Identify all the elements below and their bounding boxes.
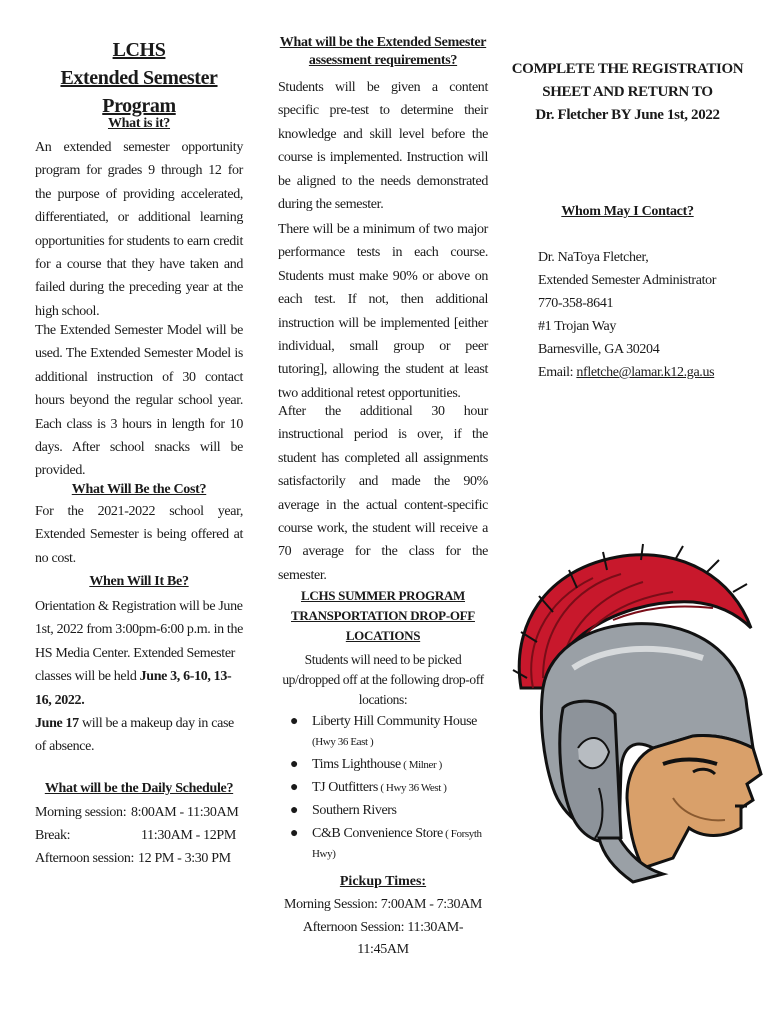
drop-off-locations xyxy=(286,712,496,867)
when-text-a: Orientation & Registration will be June 1st, 2022 from 3:00pm-6:00 p.m. in the HS Media Center. Extended Semester classes will be held xyxy=(35,599,243,685)
title-line-1: LCHS xyxy=(112,39,166,61)
drop-off-intro: Students will need to be picked up/dropped off at the following drop-off locations: xyxy=(282,652,484,707)
location-note: ( Forsyth Hwy) xyxy=(312,828,482,860)
trojan-helmet-mascot-icon xyxy=(503,538,765,884)
contact-email-row xyxy=(538,361,748,384)
drop-heading-line-1: LCHS SUMMER PROGRAM xyxy=(300,588,466,603)
list-item xyxy=(286,712,496,752)
list-item xyxy=(286,801,496,821)
location-name: Tims Lighthouse xyxy=(312,757,401,772)
location-note: (Hwy 36 East ) xyxy=(312,736,374,748)
schedule-heading: What will be the Daily Schedule? xyxy=(44,781,234,796)
schedule-label: Morning session: xyxy=(35,805,127,820)
location-note: ( Milner ) xyxy=(400,759,442,771)
drop-heading-line-3: LOCATIONS xyxy=(345,628,421,643)
what-is-it-text: An extended semester opportunity program for grades 9 through 12 for the purpose of providing accelerated, differentiated, or additional learning opportunities for students to earn credit for a course that they have taken and failed during the preceding year at the high school. xyxy=(35,140,243,319)
contact-info xyxy=(538,246,748,384)
after-text: After the additional 30 hour instructional period is over, if the student has completed all assignments satisfactorily and made the 90% average in the actual content-specific course work, the student will receive a 70 average for the class for the semester. xyxy=(278,404,488,583)
registration-notice xyxy=(510,58,745,127)
schedule-time: 8:00AM - 11:30AM xyxy=(131,805,239,820)
list-item xyxy=(286,778,496,798)
pickup-afternoon: Afternoon Session: 11:30AM-11:45AM xyxy=(302,920,464,957)
program-title xyxy=(35,36,243,120)
cost-heading: What Will Be the Cost? xyxy=(71,482,207,497)
title-line-2: Extended Semester Program xyxy=(60,67,218,117)
schedule-time: 12 PM - 3:30 PM xyxy=(138,851,231,866)
location-note: ( Hwy 36 West ) xyxy=(377,782,447,794)
reg-line-3: Dr. Fletcher BY June 1st, 2022 xyxy=(535,107,720,123)
location-name: TJ Outfitters xyxy=(312,780,378,795)
pickup-heading: Pickup Times: xyxy=(339,874,427,889)
location-name: C&B Convenience Store xyxy=(312,826,443,841)
bullet-icon: ● xyxy=(290,714,299,729)
list-item xyxy=(286,755,496,775)
schedule-label: Break: xyxy=(35,828,71,843)
schedule-row-morning xyxy=(35,801,239,824)
contact-phone: 770-358-8641 xyxy=(538,296,614,311)
when-text-d: will be a makeup day in case of absence. xyxy=(35,716,234,755)
what-is-it-heading: What is it? xyxy=(107,116,171,131)
location-name: Liberty Hill Community House xyxy=(312,714,477,729)
reg-line-2: SHEET AND RETURN TO xyxy=(542,84,713,100)
location-name: Southern Rivers xyxy=(312,803,397,818)
assessment-text: Students will be given a content specific pre-test to determine their knowledge and skill level before the course is implemented. Instruction will be aligned to the needs demonstrated during the semester. xyxy=(278,80,488,213)
makeup-date: June 17 xyxy=(35,716,79,732)
assessment-heading-line-2: assessment requirements? xyxy=(308,53,458,68)
assessment-heading xyxy=(278,34,488,70)
contact-role: Extended Semester Administrator xyxy=(538,273,717,288)
list-item xyxy=(286,824,496,864)
pickup-morning: Morning Session: 7:00AM - 7:30AM xyxy=(283,897,483,912)
reg-line-1: COMPLETE THE REGISTRATION xyxy=(511,61,744,77)
drop-off-heading xyxy=(278,586,488,646)
bullet-icon: ● xyxy=(290,803,299,818)
when-heading: When Will It Be? xyxy=(89,574,189,589)
assessment-heading-line-1: What will be the Extended Semester xyxy=(279,35,487,50)
tests-text: There will be a minimum of two major performance tests in each course. Students must make 90% or above on each test. If not, then additional instruction will be implemented [either individual, small group or peer tutoring], allowing the student at least two additional retest opportunities. xyxy=(278,222,488,401)
cost-text: For the 2021-2022 school year, Extended Semester is being offered at no cost. xyxy=(35,504,243,566)
bullet-icon: ● xyxy=(290,826,299,841)
drop-heading-line-2: TRANSPORTATION DROP-OFF xyxy=(291,608,475,623)
schedule-row-afternoon xyxy=(35,847,231,870)
class-dates: June 3, 6-10, 13-16, 2022. xyxy=(35,669,232,708)
schedule-time: 11:30AM - 12PM xyxy=(141,828,236,843)
contact-name: Dr. NaToya Fletcher, xyxy=(538,250,649,265)
when-text xyxy=(35,595,245,759)
schedule-label: Afternoon session: xyxy=(35,851,135,866)
model-text: The Extended Semester Model will be used. The Extended Semester Model is additional instruction of 30 contact hours beyond the regular school year. Each class is 3 hours in length for 10 days. After school snacks will be provided. xyxy=(35,323,243,479)
email-link[interactable]: nfletche@lamar.k12.ga.us xyxy=(576,365,715,380)
email-label: Email: xyxy=(538,365,577,380)
contact-street: #1 Trojan Way xyxy=(538,319,617,334)
schedule-row-break xyxy=(35,824,236,847)
bullet-icon: ● xyxy=(290,780,299,795)
bullet-icon: ● xyxy=(290,757,299,772)
contact-heading: Whom May I Contact? xyxy=(561,204,694,219)
contact-city: Barnesville, GA 30204 xyxy=(538,342,660,357)
